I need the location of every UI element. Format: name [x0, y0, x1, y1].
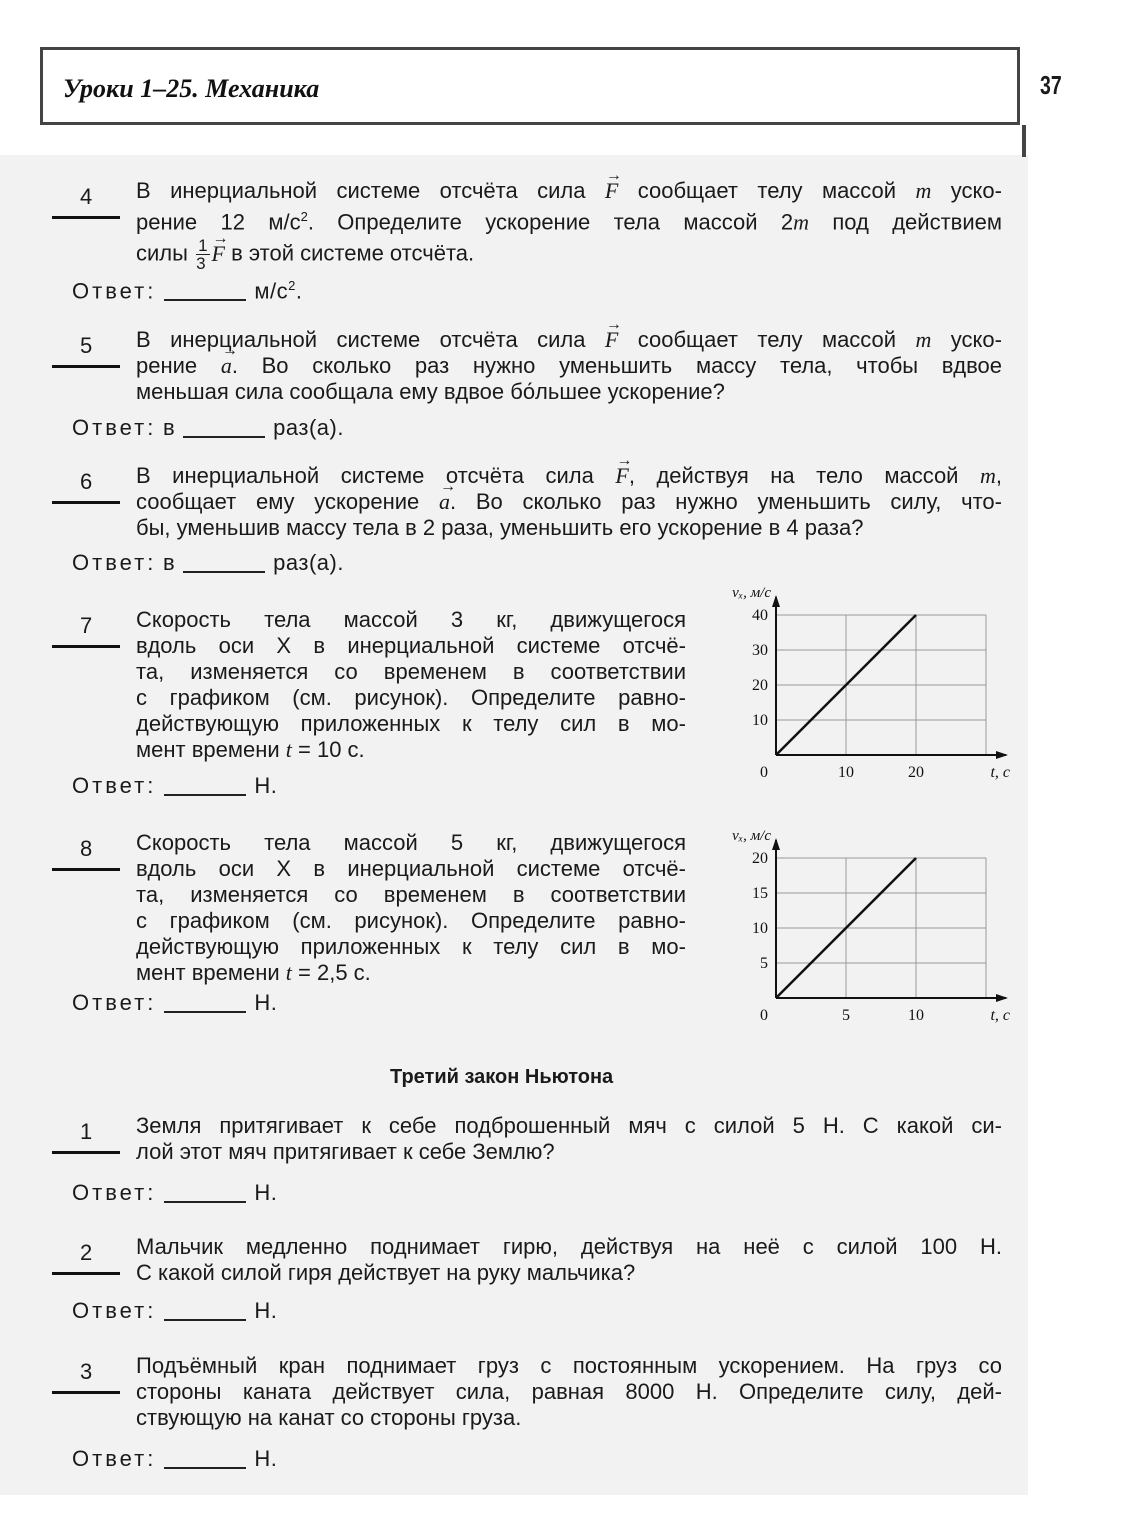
task-number: 1 [80, 1119, 93, 1144]
task-marker [52, 501, 120, 504]
y-axis-label: vₓ, м/с [732, 828, 771, 844]
task-marker [52, 868, 120, 871]
answer-6: Ответ: в раз(а). [72, 550, 344, 575]
answer-blank[interactable] [164, 774, 246, 796]
y-tick-label: 20 [752, 677, 768, 694]
task-8 [52, 830, 692, 1000]
task-number: 5 [80, 333, 93, 358]
y-tick-label: 10 [752, 712, 768, 729]
task-5 [52, 327, 1002, 417]
task-text: В инерциальной системе отсчёта сила → F, действуя на тело массой m, сообщает ему ускорение → a. Во сколько раз нужно уменьшить силу, что- бы, уменьшив массу тела в 2 раза, уменьшить его ускорение в 4 раза? [136, 463, 1002, 541]
task-text: Мальчик медленно поднимает гирю, действуя на неё с силой 100 Н. С какой силой гиря действует на руку мальчика? [136, 1234, 1002, 1285]
y-axis-arrow [772, 595, 780, 607]
answer-3-1: Ответ: Н. [72, 1180, 278, 1205]
answer-7: Ответ: Н. [72, 773, 278, 798]
x-tick-label: 10 [908, 1007, 924, 1024]
task-marker [52, 365, 120, 368]
velocity-chart-1 [700, 575, 1010, 790]
answer-blank[interactable] [164, 1447, 246, 1469]
velocity-chart-2 [700, 818, 1010, 1033]
y-tick-label: 20 [752, 850, 768, 867]
task-text: Подъёмный кран поднимает груз с постоянным ускорением. На груз со стороны каната действует сила, равная 8000 Н. Определите силу, дей- ствующую на канат со стороны груза. [136, 1353, 1002, 1430]
task-7 [52, 607, 692, 777]
answer-5: Ответ: в раз(а). [72, 415, 344, 440]
task-3-1 [52, 1113, 1002, 1173]
y-axis-arrow [772, 838, 780, 850]
answer-blank[interactable] [164, 1181, 246, 1203]
y-tick-label: 30 [752, 642, 768, 659]
answer-3-3: Ответ: Н. [72, 1446, 278, 1471]
task-6 [52, 463, 1002, 553]
task-number: 7 [80, 613, 93, 638]
x-tick-label: 5 [842, 1007, 850, 1024]
task-3-3 [52, 1353, 1002, 1439]
task-text: В инерциальной системе отсчёта сила → F сообщает телу массой m уско- рение 12 $м/с^2$. Определите ускорение тела массой 2m под действием силы $\frac{1}{3}$ → F в этой системе отсчёта. [136, 178, 1002, 272]
task-text: В инерциальной системе отсчёта сила → F сообщает телу массой m уско- рение → a. Во сколько раз нужно уменьшить массу тела, чтобы вдвое меньшая сила сообщала ему вдвое бо́льшее ускорение? [136, 327, 1002, 405]
task-marker [52, 1391, 120, 1394]
y-tick-label: 40 [752, 607, 768, 624]
task-number: 4 [80, 184, 93, 209]
task-number: 3 [80, 1359, 93, 1384]
x-axis-arrow [996, 751, 1008, 759]
section-title: Третий закон Ньютона [390, 1066, 614, 1088]
x-tick-label: 10 [838, 764, 854, 781]
x-tick-label: 0 [760, 764, 768, 781]
answer-blank[interactable] [164, 1299, 246, 1321]
answer-3-2: Ответ: Н. [72, 1298, 278, 1323]
task-text: Скорость тела массой 3 кг, движущегося вдоль оси X в инерциальной системе отсчё- та, изменяется со временем в соответствии с графиком (см. рисунок). Определите равно- действующую приложенных к телу сил в мо- мент времени t = 10 с. [136, 607, 686, 762]
task-marker [52, 1151, 120, 1154]
y-tick-label: 5 [760, 955, 768, 972]
x-tick-label: 0 [760, 1007, 768, 1024]
y-axis-label: vₓ, м/с [732, 585, 771, 601]
answer-4: Ответ: $м/с^2$. [72, 278, 303, 304]
x-axis-label: t, с [990, 764, 1010, 781]
answer-blank[interactable] [183, 551, 265, 573]
task-number: 2 [80, 1240, 93, 1265]
task-3-2 [52, 1234, 1002, 1294]
task-number: 8 [80, 836, 93, 861]
x-tick-label: 20 [908, 764, 924, 781]
task-text: Скорость тела массой 5 кг, движущегося вдоль оси X в инерциальной системе отсчё- та, изменяется со временем в соответствии с графиком (см. рисунок). Определите равно- действующую приложенных к телу сил в мо- мент времени t = 2,5 с. [136, 830, 686, 985]
answer-blank[interactable] [164, 991, 246, 1013]
task-text: Земля притягивает к себе подброшенный мяч с силой 5 Н. С какой си- лой этот мяч притягивает к себе Землю? [136, 1113, 1002, 1164]
x-axis-label: t, с [990, 1007, 1010, 1024]
answer-blank[interactable] [164, 279, 246, 301]
fraction-one-third: $\frac{1}{3}$ [196, 236, 208, 274]
y-tick-label: 15 [752, 885, 768, 902]
task-marker [52, 1272, 120, 1275]
task-number: 6 [80, 469, 93, 494]
chapter-title: Уроки 1–25. Механика [63, 74, 320, 103]
task-marker [52, 645, 120, 648]
task-marker [52, 216, 120, 219]
y-tick-label: 10 [752, 920, 768, 937]
answer-blank[interactable] [183, 416, 265, 438]
answer-8: Ответ: Н. [72, 990, 278, 1015]
page-number: 37 [1040, 70, 1062, 100]
x-axis-arrow [996, 994, 1008, 1002]
